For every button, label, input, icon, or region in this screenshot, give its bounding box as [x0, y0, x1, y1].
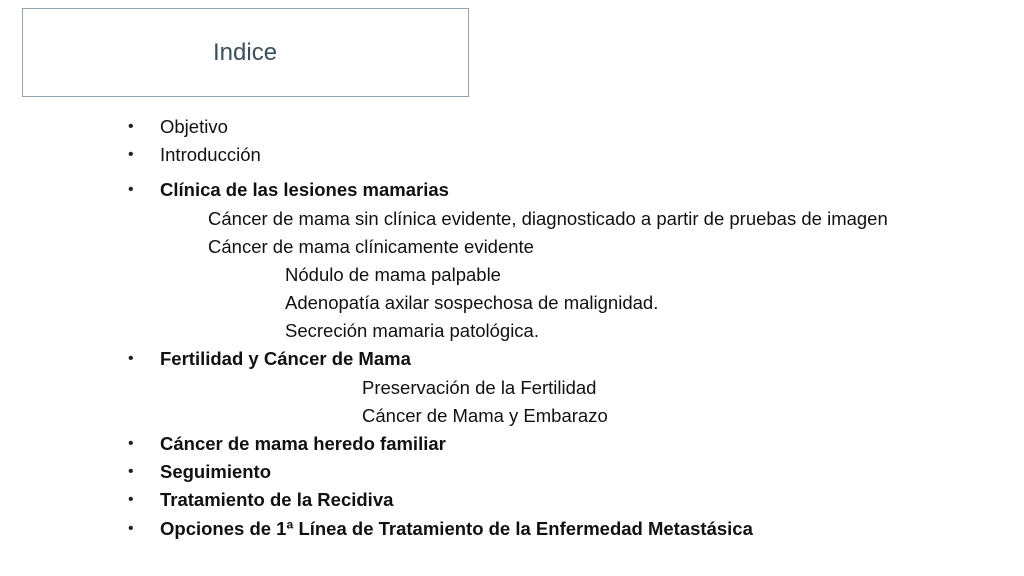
sub-item: Cáncer de Mama y Embarazo [362, 405, 608, 426]
sub-item: Cáncer de mama clínicamente evidente [208, 236, 534, 257]
bullet-icon: • [128, 118, 134, 135]
sub-item: Preservación de la Fertilidad [362, 377, 597, 398]
list-item-objetivo: Objetivo [160, 116, 228, 137]
list-item-fertilidad: Fertilidad y Cáncer de Mama [160, 348, 411, 369]
list-item-recidiva: Tratamiento de la Recidiva [160, 489, 394, 510]
sub-sub-item: Secreción mamaria patológica. [285, 320, 539, 341]
sub-item: Cáncer de mama sin clínica evidente, diagnosticado a partir de pruebas de imagen [208, 208, 888, 229]
sub-sub-item: Nódulo de mama palpable [285, 264, 501, 285]
bullet-icon: • [128, 181, 134, 198]
list-item-opciones: Opciones de 1ª Línea de Tratamiento de la Enfermedad Metastásica [160, 518, 753, 539]
bullet-icon: • [128, 520, 134, 537]
bullet-icon: • [128, 435, 134, 452]
bullet-icon: • [128, 146, 134, 163]
sub-sub-item: Adenopatía axilar sospechosa de malignidad. [285, 292, 659, 313]
list-item-seguimiento: Seguimiento [160, 461, 272, 482]
page-title: Indice [213, 39, 278, 66]
bullet-icon: • [128, 350, 134, 367]
list-item-introduccion: Introducción [160, 144, 261, 165]
bullet-icon: • [128, 491, 134, 508]
list-item-heredo-familiar: Cáncer de mama heredo familiar [160, 433, 446, 454]
bullet-icon: • [128, 463, 134, 480]
list-item-clinica: Clínica de las lesiones mamarias [160, 179, 449, 200]
